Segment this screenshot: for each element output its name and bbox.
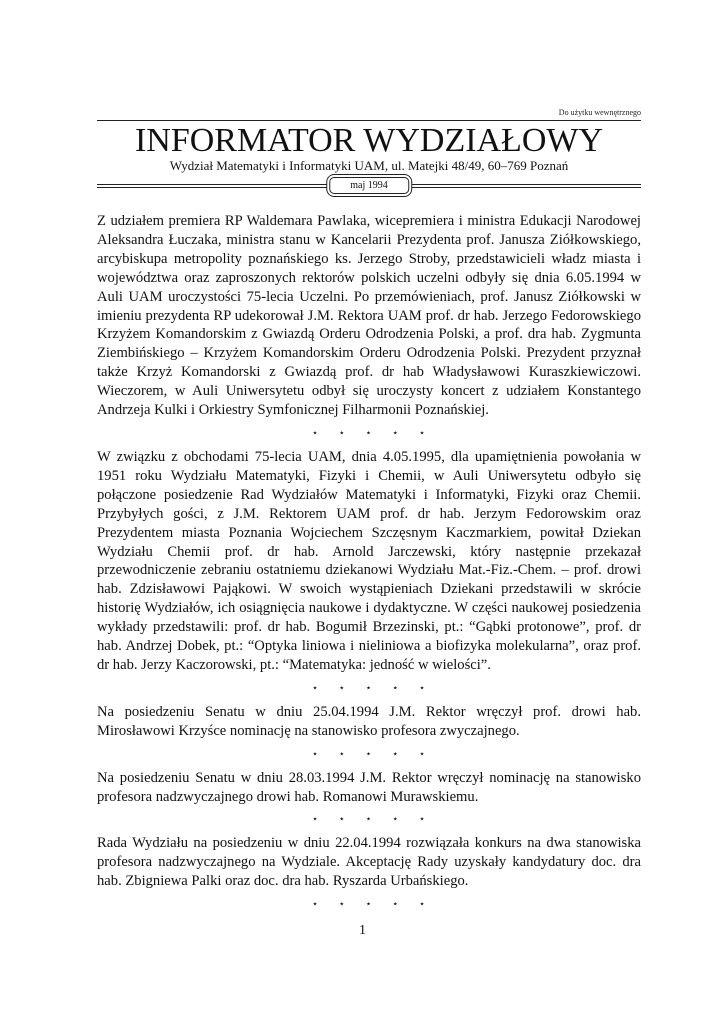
date-banner — [97, 177, 641, 195]
separator-stars: ⋆ ⋆ ⋆ ⋆ ⋆ — [311, 814, 427, 826]
faculty-address: Wydział Matematyki i Informatyki UAM, ul. Matejki 48/49, 60–769 Poznań — [169, 158, 569, 173]
separator-stars: ⋆ ⋆ ⋆ ⋆ ⋆ — [311, 748, 427, 760]
paragraph-council-competition: Rada Wydziału na posiedzeniu w dniu 22.04.1994 rozwiązała konkurs na dwa stanowiska profesora nadzwyczajnego na Wydziale. Akceptację Rady uzyskały kandydatury doc. dra hab. Zbigniewa Palki oraz doc. dra hab. Ryszarda Urbańskiego. — [97, 835, 641, 890]
issue-date: maj 1994 — [329, 177, 409, 194]
page-number: 1 — [359, 923, 366, 938]
separator-stars: ⋆ ⋆ ⋆ ⋆ ⋆ — [311, 427, 427, 439]
separator-stars: ⋆ ⋆ ⋆ ⋆ ⋆ — [311, 682, 427, 694]
paragraph-nomination-murawski: Na posiedzeniu Senatu w dniu 28.03.1994 J.M. Rektor wręczył nominację na stanowisko profesora nadzwyczajnego drowi hab. Romanowi Murawskiemu. — [97, 769, 641, 805]
paragraph-joint-council-meeting: W związku z obchodami 75-lecia UAM, dnia 4.05.1995, dla upamiętnienia powołania w 1951 roku Wydziału Matematyki, Fizyki i Chemii, w Auli Uniwersytetu odbyło się połączone posiedzenie Rad Wydziałów Matematyki i Informatyki, Fizyki oraz Chemii. Przybyłych gości, z J.M. Rektorem UAM prof. dr hab. Jerzym Fedorowskim oraz Prezydentem miasta Poznania Wojciechem Szczęsnym Kaczmarkiem, powitał Dziekan Wydziału Chemii prof. dr hab. Arnold Jarczewski, który następnie przekazał przewodniczenie zebraniu ostatniemu dziekanowi Wydziału Mat.-Fiz.-Chem. – prof. drowi hab. Zdzisławowi Pająkowi. W swoich wystąpieniach Dziekani przedstawili w skrócie historię Wydziałów, ich osiągnięcia naukowe i dydaktyczne. W części naukowej posiedzenia wykłady przedstawili: prof. dr hab. Bogumił Brzezinski, pt.: “Gąbki protonowe”, prof. dr hab. Andrzej Dobek, pt.: “Optyka liniowa i nieliniowa a biofizyka molekularna”, oraz prof. dr hab. Jerzy Kaczorowski, pt.: “Matematyka: jedność w wielości”. — [97, 448, 641, 673]
article-body — [97, 212, 641, 919]
newsletter-title: INFORMATOR WYDZIAŁOWY — [134, 122, 604, 159]
separator-stars: ⋆ ⋆ ⋆ ⋆ ⋆ — [311, 899, 427, 911]
paragraph-nomination-krzyska: Na posiedzeniu Senatu w dniu 25.04.1994 J.M. Rektor wręczył prof. drowi hab. Mirosławowi Krzyśce nominację na stanowisko profesora zwyczajnego. — [97, 703, 641, 739]
paragraph-anniversary-ceremony: Z udziałem premiera RP Waldemara Pawlaka, wicepremiera i ministra Edukacji Narodowej Aleksandra Łuczaka, ministra stanu w Kancelarii Prezydenta prof. Janusza Ziółkowskiego, arcybiskupa metropolity poznańskiego ks. Jerzego Stroby, przedstawicieli władz miasta i województwa oraz zaproszonych rektorów polskich uczelni odbyły się dnia 6.05.1994 w Auli UAM uroczystości 75-lecia Uczelni. Po przemówieniach, prof. Janusz Ziółkowski w imieniu prezydenta RP udekorował J.M. Rektora UAM prof. dr hab. Jerzego Fedorowskiego Krzyżem Komandorskim z Gwiazdą Orderu Odrodzenia Polski, a prof. dra hab. Zygmunta Ziembińskiego – Krzyżem Komandorskim Orderu Odrodzenia Polski. Prezydent przyznał także Krzyż Komandorski z Gwiazdą prof. dr hab Władysławowi Kuraszkiewiczowi. Wieczorem, w Auli Uniwersytetu odbył się uroczysty koncert z udziałem Konstantego Andrzeja Kulki i Orkiestry Symfonicznej Filharmonii Poznańskiej. — [97, 213, 641, 419]
internal-use-note: Do użytku wewnętrznego — [558, 108, 641, 117]
